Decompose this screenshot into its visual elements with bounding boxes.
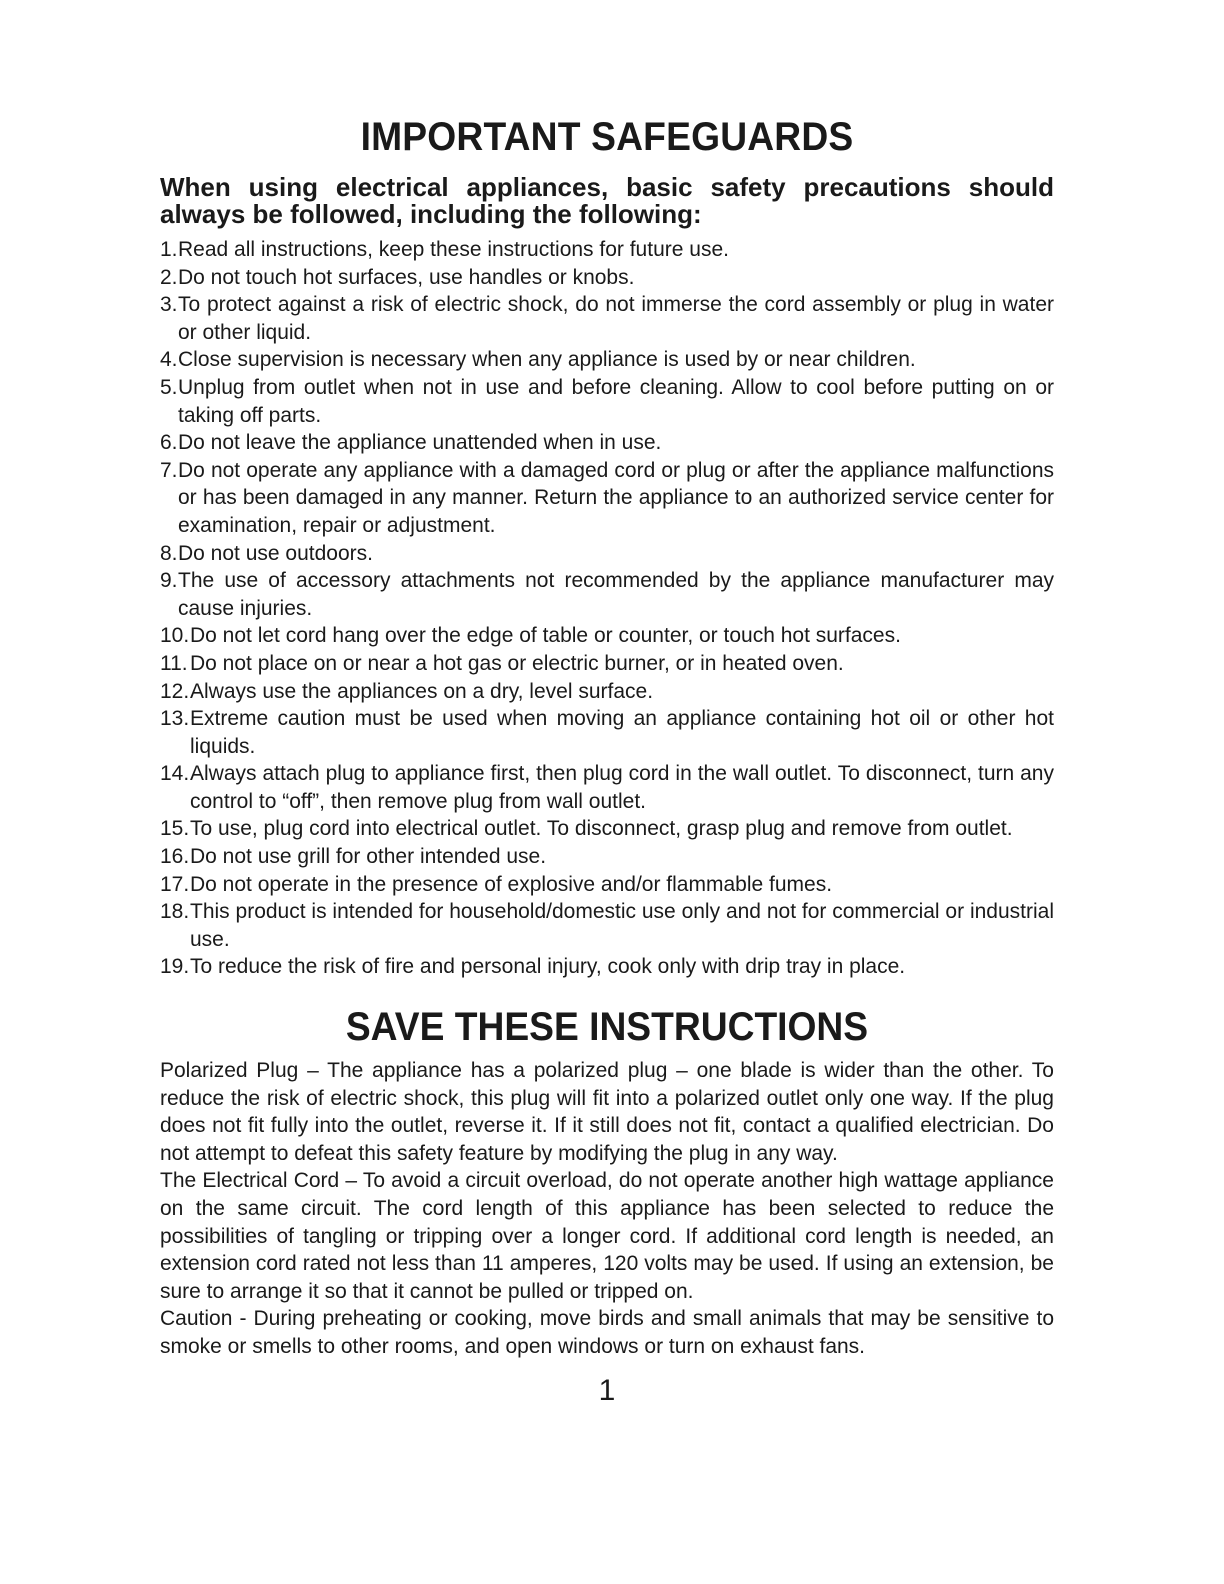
list-item (160, 374, 1054, 429)
item-text: Do not operate any appliance with a damaged cord or plug or after the appliance malfunctions or has been damaged in any manner. Return the appliance to an authorized service center for examination, repair or adjustment. (178, 458, 1054, 537)
item-text: Extreme caution must be used when moving an appliance containing hot oil or other hot liquids. (190, 707, 1054, 758)
item-text: Do not leave the appliance unattended when in use. (178, 431, 662, 455)
item-text: To reduce the risk of fire and personal injury, cook only with drip tray in place. (190, 955, 906, 979)
list-item (160, 871, 1054, 899)
item-text: Do not let cord hang over the edge of table or counter, or touch hot surfaces. (190, 624, 901, 648)
item-text: Always use the appliances on a dry, level surface. (190, 679, 654, 703)
list-item (160, 457, 1054, 540)
list-item (160, 815, 1054, 843)
intro-text: When using electrical appliances, basic safety precautions should always be followed, including the following: (160, 172, 1054, 229)
safeguards-list (160, 236, 1054, 981)
item-text: To use, plug cord into electrical outlet. To disconnect, grasp plug and remove from outlet. (190, 817, 1013, 841)
item-text: Do not use outdoors. (178, 541, 373, 565)
item-text: Unplug from outlet when not in use and before cleaning. Allow to cool before putting on or taking off parts. (178, 375, 1054, 427)
item-number: 7. (160, 458, 178, 482)
list-item (160, 540, 1054, 568)
item-number: 11. (160, 651, 188, 675)
item-number: 13. (160, 707, 190, 731)
caution-paragraph: Caution - During preheating or cooking, move birds and small animals that may be sensitive to smoke or smells to other rooms, and open windows or turn on exhaust fans. (160, 1307, 1054, 1358)
item-number: 3. (160, 293, 178, 317)
item-number: 10. (160, 624, 190, 648)
document-page (160, 112, 1054, 1409)
list-item (160, 843, 1054, 871)
list-item (160, 622, 1054, 650)
item-number: 16. (160, 845, 190, 869)
item-text: Close supervision is necessary when any appliance is used by or near children. (178, 348, 916, 372)
item-number: 1. (160, 238, 178, 261)
item-text: Do not place on or near a hot gas or electric burner, or in heated oven. (190, 651, 844, 675)
list-item (160, 291, 1054, 346)
page-title: IMPORTANT SAFEGUARDS (360, 115, 854, 159)
list-item (160, 236, 1054, 264)
item-number: 18. (160, 900, 190, 924)
item-number: 9. (160, 569, 178, 593)
item-text: Do not operate in the presence of explosive and/or flammable fumes. (190, 872, 833, 896)
item-number: 17. (160, 872, 190, 896)
item-text: Read all instructions, keep these instructions for future use. (178, 238, 729, 261)
page-number: 1 (598, 1373, 616, 1407)
list-item (160, 678, 1054, 706)
list-item (160, 264, 1054, 292)
item-number: 8. (160, 541, 178, 565)
list-item (160, 650, 1054, 678)
list-item (160, 567, 1054, 622)
list-item (160, 898, 1054, 953)
save-instructions-heading: SAVE THESE INSTRUCTIONS (345, 1005, 869, 1050)
item-text: The use of accessory attachments not recommended by the appliance manufacturer may cause injuries. (178, 569, 1054, 620)
polarized-plug-paragraph: Polarized Plug – The appliance has a polarized plug – one blade is wider than the other. To reduce the risk of electric shock, this plug will fit into a polarized outlet only one way. If the plug does not fit fully into the outlet, reverse it. If it still does not fit, contact a qualified electrician. Do not attempt to defeat this safety feature by modifying the plug in any way. (160, 1059, 1054, 1165)
item-number: 2. (160, 265, 178, 289)
item-text: Do not touch hot surfaces, use handles or knobs. (178, 265, 635, 289)
item-text: This product is intended for household/domestic use only and not for commercial or industrial use. (190, 900, 1054, 951)
item-number: 19. (160, 955, 190, 979)
list-item (160, 429, 1054, 457)
item-number: 5. (160, 375, 178, 399)
item-text: To protect against a risk of electric shock, do not immerse the cord assembly or plug in water or other liquid. (178, 293, 1054, 344)
item-number: 14. (160, 762, 190, 786)
item-number: 12. (160, 679, 190, 703)
list-item (160, 346, 1054, 374)
list-item (160, 953, 1054, 981)
list-item (160, 705, 1054, 760)
list-item (160, 760, 1054, 815)
item-text: Do not use grill for other intended use. (190, 845, 547, 869)
item-number: 6. (160, 431, 178, 455)
item-text: Always attach plug to appliance first, then plug cord in the wall outlet. To disconnect, turn any control to “off”, then remove plug from wall outlet. (190, 762, 1054, 813)
item-number: 15. (160, 817, 190, 841)
item-number: 4. (160, 348, 178, 372)
electrical-cord-paragraph: The Electrical Cord – To avoid a circuit overload, do not operate another high wattage appliance on the same circuit. The cord length of this appliance has been selected to reduce the possibilities of tangling or tripping over a longer cord. If additional cord length is needed, an extension cord rated not less than 11 amperes, 120 volts may be used. If using an extension, be sure to arrange it so that it cannot be pulled or tripped on. (160, 1169, 1054, 1303)
